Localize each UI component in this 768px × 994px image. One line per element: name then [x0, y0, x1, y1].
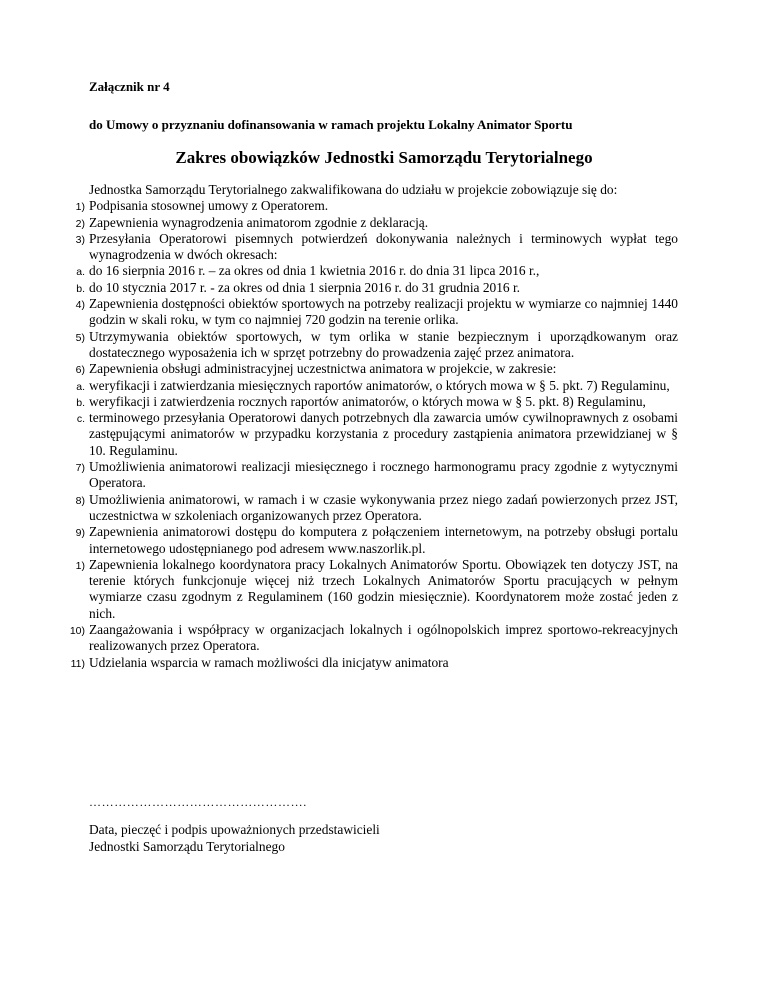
list-item — [76, 393, 678, 410]
list-item — [76, 377, 678, 394]
list-item-marker: 11) — [70, 657, 85, 670]
list-item — [75, 491, 678, 525]
list-item — [75, 361, 678, 377]
list-item-marker: b. — [76, 282, 85, 295]
signature-caption-line-2: Jednostki Samorządu Terytorialnego — [89, 839, 285, 854]
intro-paragraph: Jednostka Samorządu Terytorialnego zakwalifikowana do udziału w projekcie zobowiązuje się do: — [89, 182, 618, 197]
list-item — [75, 459, 678, 492]
list-item — [75, 328, 678, 362]
list-item — [76, 263, 678, 279]
list-item-text: Zapewnienia wynagrodzenia animatorom zgodnie z deklaracją. — [89, 214, 429, 230]
list-item-marker: 6) — [75, 364, 85, 377]
list-item — [76, 410, 678, 459]
list-item-marker: 1) — [75, 201, 85, 214]
agreement-subtitle: do Umowy o przyznaniu dofinansowania w ramach projektu Lokalny Animator Sportu — [89, 117, 573, 132]
list-item-text: Utrzymywania obiektów sportowych, w tym orlika w stanie bezpiecznym i uporządkowanym oraz dostatecznego wyposażenia ich w sprzęt potrzebny do prowadzenia zajęć przez animatora. — [89, 328, 678, 360]
list-item-marker: a. — [76, 380, 85, 393]
list-item — [76, 279, 678, 296]
list-item-marker: 7) — [75, 462, 85, 475]
list-item-text: Umożliwienia animatorowi realizacji miesięcznego i rocznego harmonogramu pracy zgodnie z wytycznymi Operatora. — [89, 459, 678, 491]
list-item-text: do 10 stycznia 2017 r. - za okres od dnia 1 sierpnia 2016 r. do 31 grudnia 2016 r. — [89, 279, 521, 295]
annex-number: Załącznik nr 4 — [89, 79, 170, 94]
list-item-text: Umożliwienia animatorowi, w ramach i w czasie wykonywania przez niego zadań powierzonych przez JST, uczestnictwa w szkoleniach organizowanych przez Operatora. — [89, 491, 678, 523]
list-item-text: weryfikacji i zatwierdzenia rocznych raportów animatorów, o których mowa w § 5. pkt. 8) Regulaminu, — [89, 393, 646, 409]
list-item — [75, 214, 678, 231]
list-item-text: Zapewnienia dostępności obiektów sportowych na potrzeby realizacji projektu w wymiarze co najmniej 1440 godzin w skali roku, w tym co najmniej 720 godzin na terenie orlika. — [89, 296, 678, 328]
list-item — [70, 654, 678, 671]
list-item-marker: 2) — [75, 217, 85, 230]
list-item-text: weryfikacji i zatwierdzania miesięcznych raportów animatorów, o których mowa w § 5. pkt. 7) Regulaminu, — [89, 377, 670, 393]
list-item-marker: 9) — [75, 527, 85, 540]
list-item — [69, 622, 678, 655]
list-item-marker: b. — [76, 396, 85, 409]
list-item — [75, 230, 678, 264]
list-item-marker: c. — [76, 413, 85, 426]
list-item-text: Udzielania wsparcia w ramach możliwości dla inicjatyw animatora — [89, 654, 449, 670]
list-item-marker: 4) — [75, 299, 85, 312]
list-item-text: do 16 sierpnia 2016 r. – za okres od dnia 1 kwietnia 2016 r. do dnia 31 lipca 2016 r., — [89, 263, 540, 279]
signature-caption-line-1: Data, pieczęć i podpis upoważnionych przedstawicieli — [89, 822, 380, 837]
list-item — [75, 524, 678, 557]
signature-caption — [89, 821, 380, 855]
obligations-list — [69, 198, 678, 671]
list-item-marker: 10) — [69, 625, 85, 638]
list-item-text: Zapewnienia animatorowi dostępu do komputera z połączeniem internetowym, na potrzeby obsługi portalu internetowego udostępnianego pod adresem www.naszorlik.pl. — [89, 524, 678, 556]
obligations-body — [69, 182, 678, 671]
signature-line: ……………………………………………. — [89, 795, 307, 809]
list-item-marker: 5) — [75, 331, 85, 344]
list-item-text: Przesyłania Operatorowi pisemnych potwierdzeń dokonywania należnych i terminowych wypłat tego wynagrodzenia w dwóch okresach: — [89, 230, 678, 263]
list-item-marker: a. — [76, 266, 85, 279]
document-title: Zakres obowiązków Jednostki Samorządu Terytorialnego — [175, 148, 593, 167]
list-item-marker: 1) — [75, 559, 85, 572]
list-item-marker: 8) — [75, 494, 85, 507]
list-item — [75, 296, 678, 329]
list-item — [75, 198, 678, 214]
list-item-marker: 3) — [75, 233, 85, 246]
list-item — [75, 556, 678, 622]
list-item-text: Zapewnienia lokalnego koordynatora pracy Lokalnych Animatorów Sportu. Obowiązek ten dotyczy JST, na terenie których funkcjonuje więcej niż trzech Lokalnych Animatorów Sportu pracujących w pełnym wymiarze czasu zgodnym z Regulaminem (160 godzin miesięcznie). Koordynatorem może zostać jeden z nich. — [89, 556, 678, 621]
list-item-text: Zaangażowania i współpracy w organizacjach lokalnych i ogólnopolskich imprez sportowo-rekreacyjnych realizowanych przez Operatora. — [89, 622, 678, 654]
list-item-text: Zapewnienia obsługi administracyjnej uczestnictwa animatora w projekcie, w zakresie: — [89, 361, 557, 377]
list-item-text: Podpisania stosownej umowy z Operatorem. — [89, 198, 329, 214]
list-item-text: terminowego przesyłania Operatorowi danych potrzebnych dla zawarcia umów cywilnoprawnych z osobami zastępującymi animatorów w przypadku korzystania z procedury zastąpienia animatora przewidzianej w § 10. Regulaminu. — [89, 410, 678, 458]
